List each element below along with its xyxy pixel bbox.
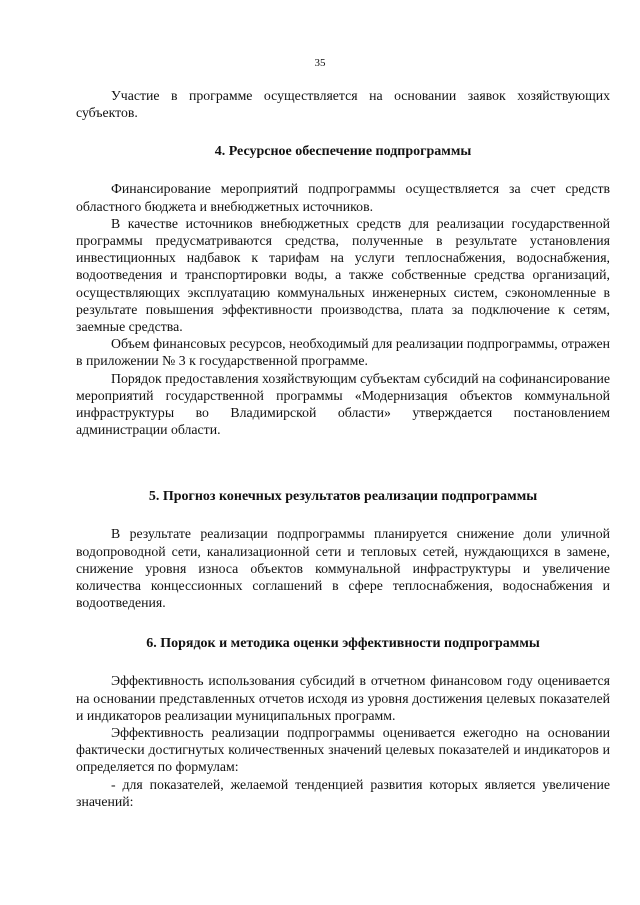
section-6-paragraph-2: Эффективность реализации подпрограммы оценивается ежегодно на основании фактически достигнутых количественных значений целевых показателей и индикаторов и определяется по формулам: — [76, 725, 610, 775]
section-4-paragraph-3: Объем финансовых ресурсов, необходимый для реализации подпрограммы, отражен в приложении № 3 к государственной программе. — [76, 336, 610, 369]
section-6-paragraph-1: Эффективность использования субсидий в отчетном финансовом году оценивается на основании представленных отчетов исходя из уровня достижения целевых показателей и индикаторов реализации муниципальных программ. — [76, 673, 610, 723]
page-number: 35 — [314, 57, 326, 69]
section-4-paragraph-2: В качестве источников внебюджетных средств для реализации государственной программы предусматриваются средства, полученные в результате установления инвестиционных надбавок к тарифам на услуги теплоснабжения, водоснабжения, водоотведения и транспортировки воды, а также собственные средства организаций, осуществляющих эксплуатацию коммунальных инженерных систем, сэкономленные в результате повышения эффективности производства, плата за подключение к сетям, заемные средства. — [76, 215, 610, 335]
section-4-paragraph-4: Порядок предоставления хозяйствующим субъектам субсидий на софинансирование мероприятий государственной программы «Модернизация объектов коммунальной инфраструктуры во Владимирской области» утверждается постановлением администрации области. — [76, 370, 610, 438]
section-6-paragraph-3: - для показателей, желаемой тенденцией развития которых является увеличение значений: — [76, 776, 610, 809]
section-5-paragraph-1: В результате реализации подпрограммы планируется снижение доли уличной водопроводной сети, канализационной сети и тепловых сетей, нуждающихся в замене, снижение уровня износа объектов коммунальной инфраструктуры и увеличение количества концессионных соглашений в сфере теплоснабжения, водоснабжения и водоотведения. — [76, 526, 610, 611]
section-6-heading: 6. Порядок и методика оценки эффективности подпрограммы — [146, 636, 540, 652]
section-4-heading: 4. Ресурсное обеспечение подпрограммы — [214, 144, 472, 160]
section-4-paragraph-1: Финансирование мероприятий подпрограммы осуществляется за счет средств областного бюджета и внебюджетных источников. — [76, 181, 610, 214]
intro-paragraph: Участие в программе осуществляется на основании заявок хозяйствующих субъектов. — [76, 88, 610, 121]
section-5-heading: 5. Прогноз конечных результатов реализации подпрограммы — [148, 489, 538, 505]
page-content — [76, 87, 610, 810]
